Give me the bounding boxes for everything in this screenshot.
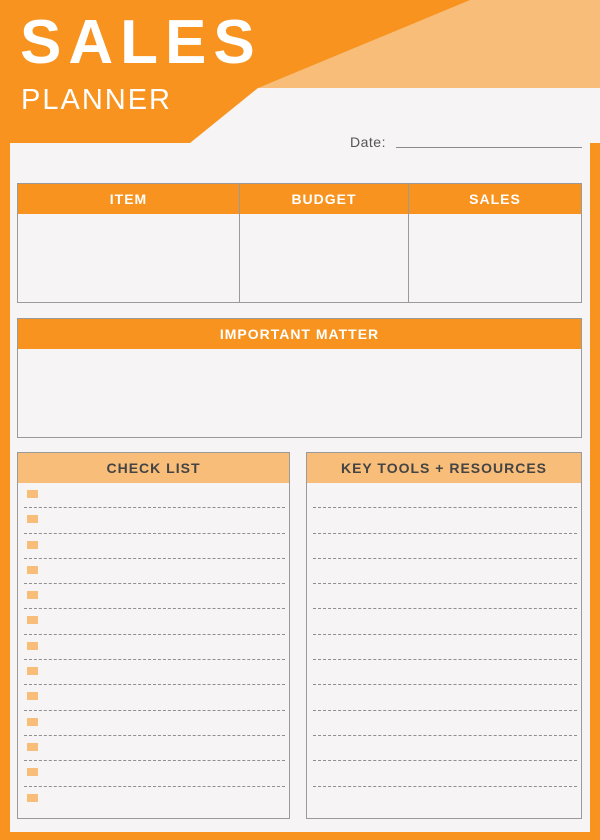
checkbox[interactable] [27,667,38,675]
key-tools-box [306,452,582,819]
check-list-item[interactable] [24,483,285,508]
checkbox[interactable] [27,794,38,802]
checkbox[interactable] [27,768,38,776]
check-list-item[interactable] [24,761,285,786]
resource-line[interactable] [313,534,577,559]
check-list-rows [18,483,289,812]
budget-column-cell[interactable] [240,214,408,302]
checkbox[interactable] [27,566,38,574]
checkbox[interactable] [27,490,38,498]
check-list-item[interactable] [24,685,285,710]
date-label: Date: [350,134,386,150]
checkbox[interactable] [27,743,38,751]
resource-line[interactable] [313,635,577,660]
check-list-item[interactable] [24,559,285,584]
important-matter-box [17,318,582,438]
item-column [18,184,240,302]
check-list-box [17,452,290,819]
resource-line[interactable] [313,508,577,533]
resource-line[interactable] [313,584,577,609]
sales-column [409,184,581,302]
check-list-item[interactable] [24,787,285,812]
checkbox[interactable] [27,718,38,726]
check-list-item[interactable] [24,508,285,533]
check-list-item[interactable] [24,635,285,660]
sales-column-header: SALES [409,184,581,214]
checkbox[interactable] [27,642,38,650]
checkbox[interactable] [27,591,38,599]
checkbox[interactable] [27,616,38,624]
resource-line[interactable] [313,787,577,812]
check-list-item[interactable] [24,534,285,559]
budget-column-header: BUDGET [240,184,408,214]
resource-line[interactable] [313,483,577,508]
key-tools-rows [307,483,581,812]
check-list-item[interactable] [24,609,285,634]
resource-line[interactable] [313,736,577,761]
resource-line[interactable] [313,660,577,685]
sales-table [17,183,582,303]
check-list-item[interactable] [24,584,285,609]
checkbox[interactable] [27,515,38,523]
check-list-item[interactable] [24,711,285,736]
sales-column-cell[interactable] [409,214,581,302]
planner-sheet [10,134,590,832]
resource-line[interactable] [313,559,577,584]
date-input-line[interactable] [396,147,582,148]
page-subtitle: PLANNER [21,84,172,116]
item-column-cell[interactable] [18,214,239,302]
checkbox[interactable] [27,692,38,700]
checkbox[interactable] [27,541,38,549]
budget-column [240,184,409,302]
check-list-header: CHECK LIST [18,453,289,483]
page-title: SALES [20,8,262,77]
key-tools-header: KEY TOOLS + RESOURCES [307,453,581,483]
date-field[interactable] [350,130,582,150]
resource-line[interactable] [313,685,577,710]
important-matter-area[interactable] [18,349,581,437]
resource-line[interactable] [313,711,577,736]
resource-line[interactable] [313,609,577,634]
check-list-item[interactable] [24,736,285,761]
important-matter-header: IMPORTANT MATTER [18,319,581,349]
resource-line[interactable] [313,761,577,786]
check-list-item[interactable] [24,660,285,685]
item-column-header: ITEM [18,184,239,214]
